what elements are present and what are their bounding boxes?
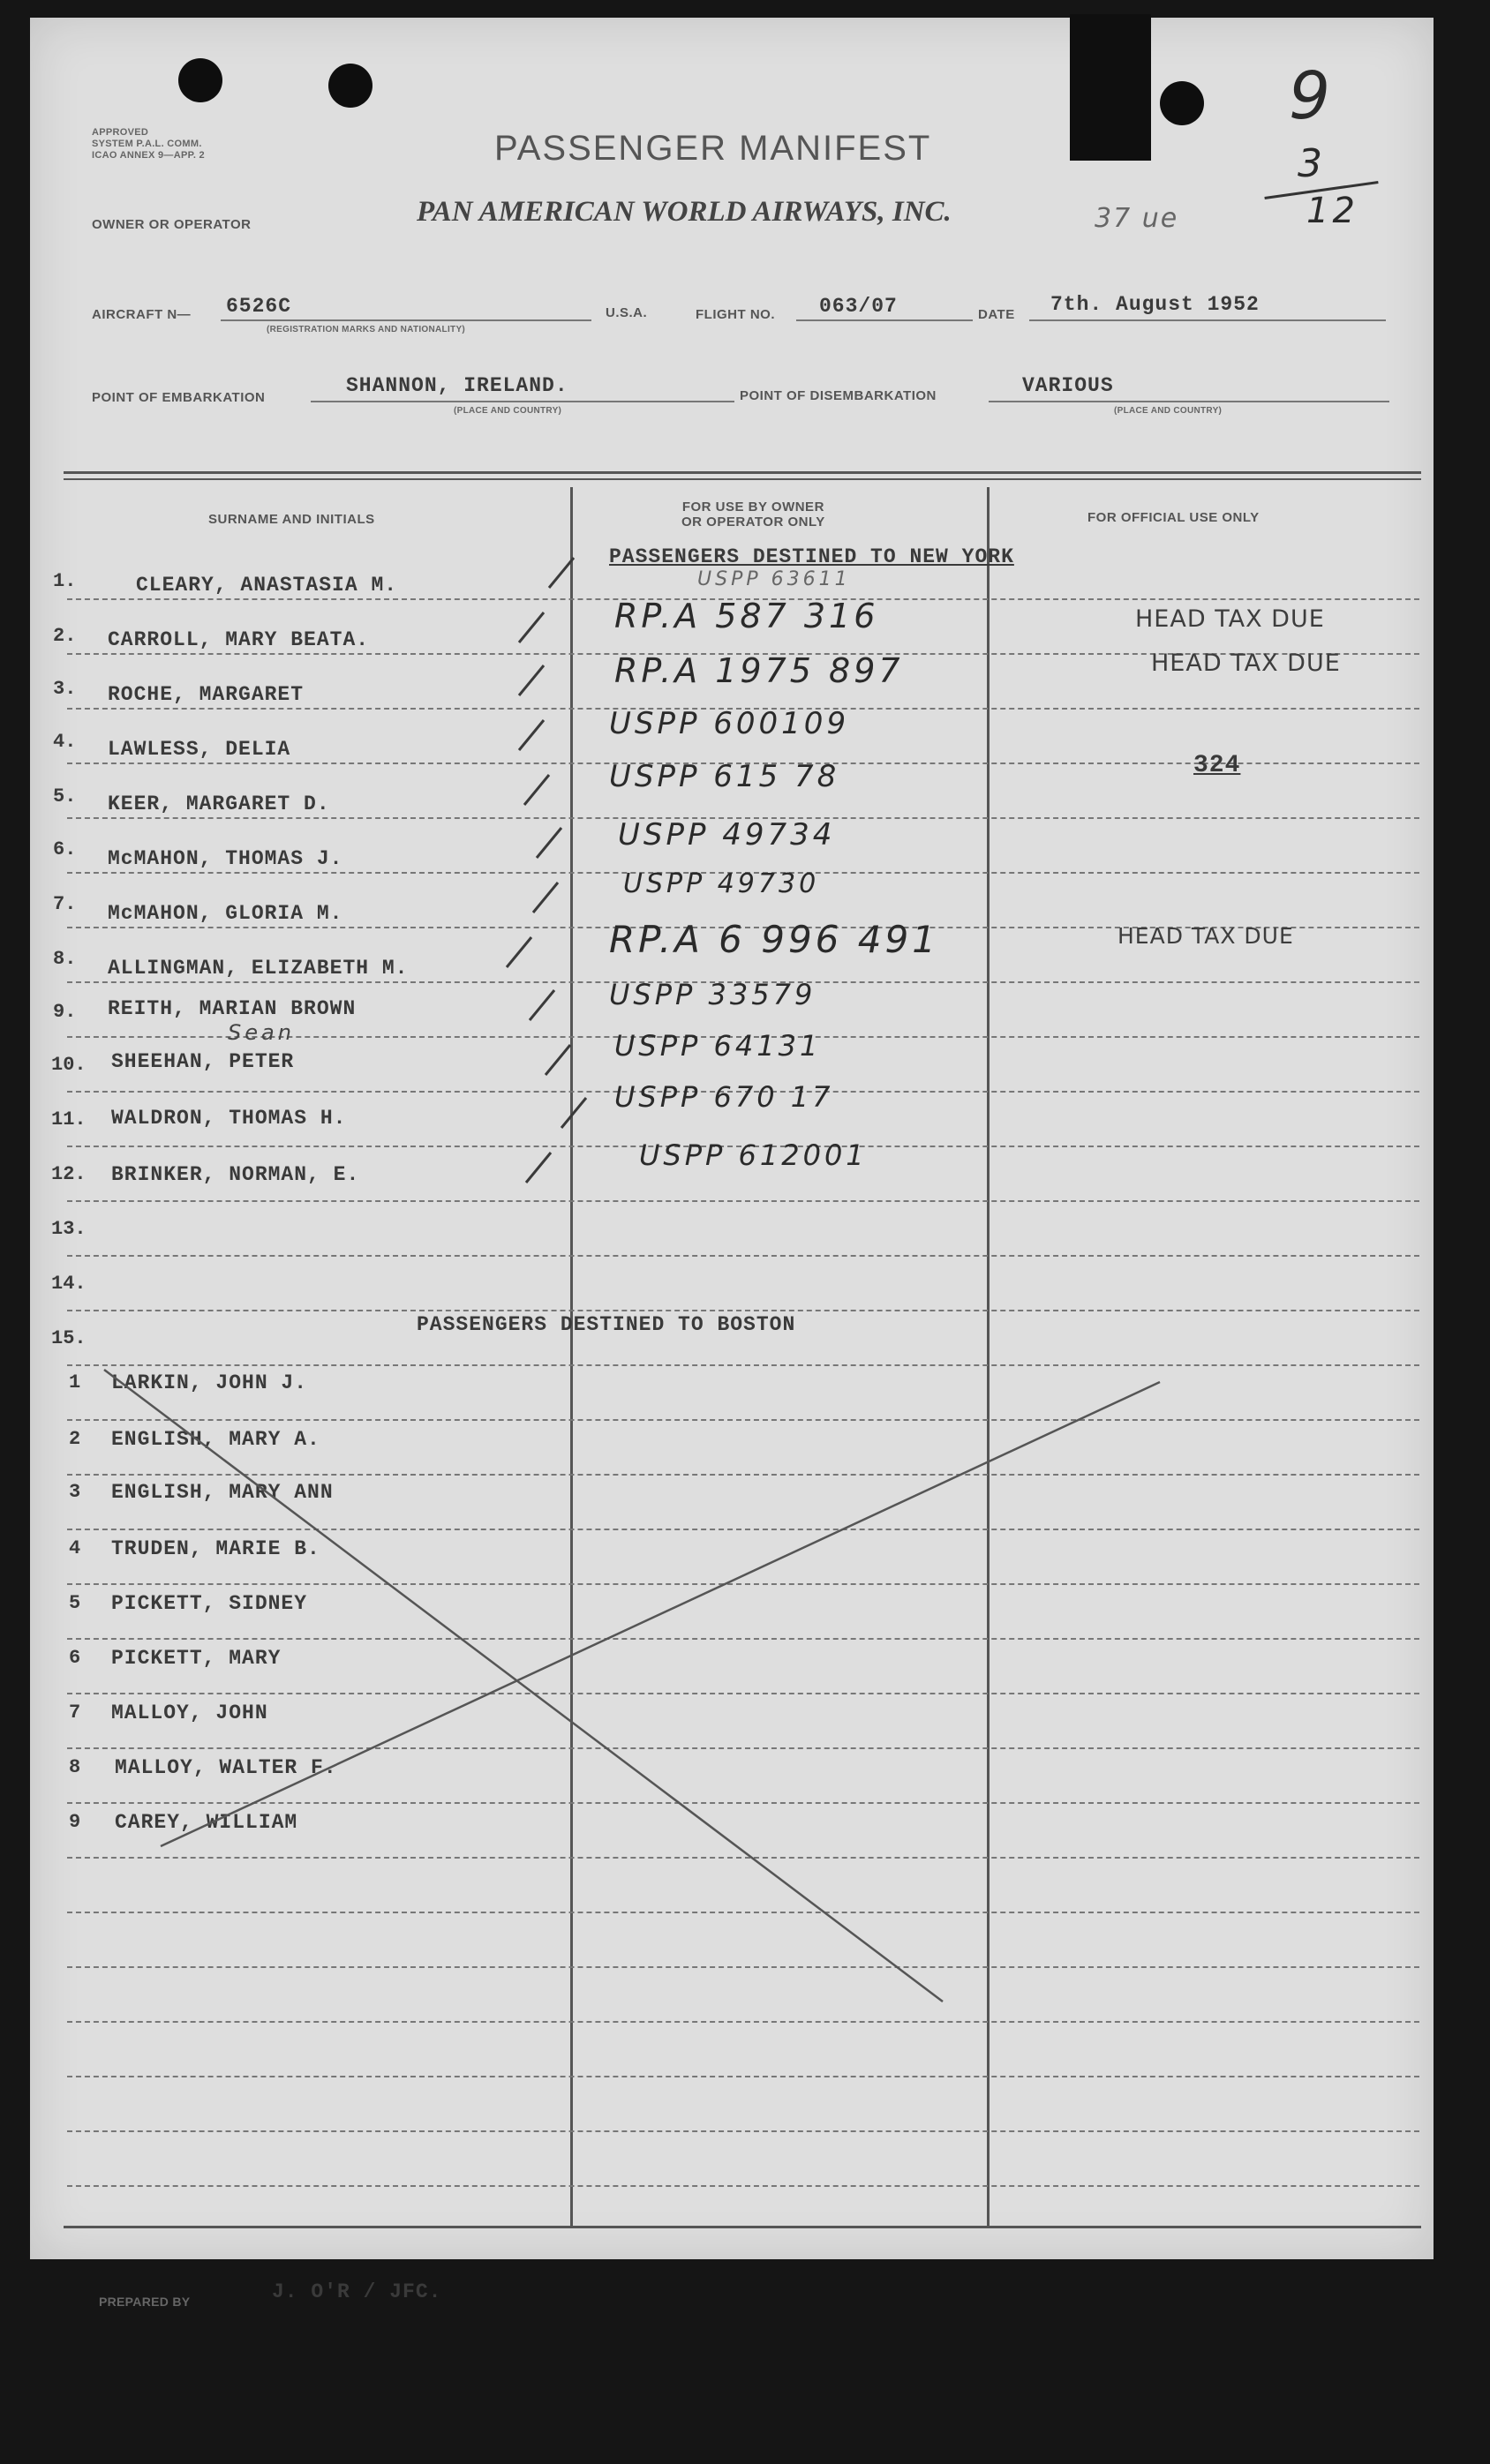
row-number: 5 (69, 1592, 81, 1614)
flight-label: FLIGHT NO. (696, 307, 775, 322)
disembarkation-label: POINT OF DISEMBARKATION (740, 388, 937, 403)
row-number: 4 (69, 1537, 81, 1559)
passport-code: RP.A 1975 897 (614, 651, 904, 690)
passenger-name: ALLINGMAN, ELIZABETH M. (108, 957, 409, 980)
passenger-name: PICKETT, SIDNEY (111, 1592, 308, 1615)
col-header-line: FOR USE BY OWNER (681, 500, 824, 515)
row-number: 6 (69, 1647, 81, 1669)
row-number: 3 (69, 1481, 81, 1503)
col-header-official: FOR OFFICIAL USE ONLY (1087, 510, 1260, 525)
passport-code: USPP 670 17 (614, 1080, 834, 1114)
margin-fraction-bottom: 12 (1306, 191, 1358, 231)
row-number: 7. (53, 893, 77, 915)
col-header-surname: SURNAME AND INITIALS (208, 512, 375, 527)
row-number: 1. (53, 570, 77, 592)
embarkation-value: SHANNON, IRELAND. (346, 374, 568, 397)
name-correction: Sean (228, 1020, 295, 1045)
passport-code: RP.A 6 996 491 (609, 918, 939, 961)
row-number: 4. (53, 731, 77, 753)
airline-name: PAN AMERICAN WORLD AIRWAYS, INC. (417, 196, 952, 228)
official-stamp: HEAD TAX DUE (1151, 650, 1341, 677)
handwritten-note: USPP 63611 (697, 568, 851, 590)
passenger-name: ENGLISH, MARY ANN (111, 1481, 334, 1504)
passport-code: USPP 615 78 (609, 759, 840, 794)
approval-line: ICAO ANNEX 9—APP. 2 (92, 150, 205, 161)
passport-code: USPP 64131 (614, 1029, 822, 1063)
aircraft-value: 6526C (226, 295, 292, 318)
embarkation-sub: (PLACE AND COUNTRY) (454, 406, 562, 416)
col-header-line: OR OPERATOR ONLY (681, 515, 825, 530)
row-number: 12. (51, 1163, 87, 1185)
passenger-name: ENGLISH, MARY A. (111, 1428, 320, 1451)
row-number: 8 (69, 1756, 81, 1778)
passport-code: USPP 49730 (623, 868, 820, 899)
passenger-name: PICKETT, MARY (111, 1647, 282, 1670)
prepared-by-value: J. O'R / JFC. (272, 2280, 442, 2303)
row-number: 13. (51, 1218, 87, 1240)
passenger-name: TRUDEN, MARIE B. (111, 1537, 320, 1560)
disembarkation-sub: (PLACE AND COUNTRY) (1114, 406, 1223, 416)
row-number: 9. (53, 1001, 77, 1023)
approval-line: SYSTEM P.A.L. COMM. (92, 139, 202, 149)
official-stamp: HEAD TAX DUE (1135, 605, 1325, 633)
prepared-by-label: PREPARED BY (99, 2295, 191, 2309)
passenger-name: CARROLL, MARY BEATA. (108, 628, 370, 651)
passport-code: USPP 612001 (639, 1138, 868, 1172)
passenger-name: MALLOY, JOHN (111, 1702, 268, 1724)
boston-section-header: PASSENGERS DESTINED TO BOSTON (417, 1313, 796, 1336)
aircraft-sub: (REGISTRATION MARKS AND NATIONALITY) (267, 325, 466, 334)
row-number: 6. (53, 838, 77, 860)
row-number: 2. (53, 625, 77, 647)
margin-fraction-top: 3 (1298, 141, 1326, 186)
passport-code: RP.A 587 316 (614, 597, 879, 635)
row-number: 5. (53, 785, 77, 808)
owner-label: OWNER OR OPERATOR (92, 217, 252, 232)
passenger-name: ROCHE, MARGARET (108, 683, 305, 706)
official-stamp: HEAD TAX DUE (1118, 923, 1294, 949)
passenger-name: SHEEHAN, PETER (111, 1050, 295, 1073)
row-number: 14. (51, 1273, 87, 1295)
ny-section-header: PASSENGERS DESTINED TO NEW YORK (609, 545, 1014, 568)
disembarkation-value: VARIOUS (1022, 374, 1114, 397)
date-label: DATE (978, 307, 1015, 322)
passenger-name: KEER, MARGARET D. (108, 793, 330, 815)
row-number: 7 (69, 1702, 81, 1724)
row-number: 3. (53, 678, 77, 700)
page-title: PASSENGER MANIFEST (494, 129, 932, 168)
margin-scribble: 37 ue (1095, 203, 1179, 234)
date-value: 7th. August 1952 (1050, 293, 1260, 316)
row-number: 8. (53, 948, 77, 970)
row-number: 1 (69, 1371, 81, 1394)
passenger-name: McMAHON, THOMAS J. (108, 847, 343, 870)
official-note: 324 (1193, 752, 1241, 779)
passenger-name: CLEARY, ANASTASIA M. (136, 574, 398, 597)
passport-code: USPP 49734 (618, 817, 836, 853)
row-number: 11. (51, 1108, 87, 1131)
passenger-name: WALDRON, THOMAS H. (111, 1107, 347, 1130)
approval-line: APPROVED (92, 127, 149, 138)
passenger-name: LARKIN, JOHN J. (111, 1371, 308, 1394)
passenger-name: MALLOY, WALTER F. (115, 1756, 337, 1779)
row-number: 2 (69, 1428, 81, 1450)
passport-code: USPP 600109 (609, 706, 850, 741)
passenger-name: McMAHON, GLORIA M. (108, 902, 343, 925)
passenger-name: LAWLESS, DELIA (108, 738, 291, 761)
usa-label: U.S.A. (606, 305, 648, 320)
passenger-name: REITH, MARIAN BROWN (108, 997, 357, 1020)
passport-code: USPP 33579 (609, 978, 816, 1011)
row-number: 9 (69, 1811, 81, 1833)
passenger-name: BRINKER, NORMAN, E. (111, 1163, 360, 1186)
row-number: 10. (51, 1054, 87, 1076)
flight-value: 063/07 (819, 295, 898, 318)
margin-page-number: 9 (1289, 58, 1335, 134)
row-number: 15. (51, 1327, 87, 1349)
aircraft-label: AIRCRAFT N— (92, 307, 192, 322)
embarkation-label: POINT OF EMBARKATION (92, 390, 266, 405)
passenger-name: CAREY, WILLIAM (115, 1811, 298, 1834)
